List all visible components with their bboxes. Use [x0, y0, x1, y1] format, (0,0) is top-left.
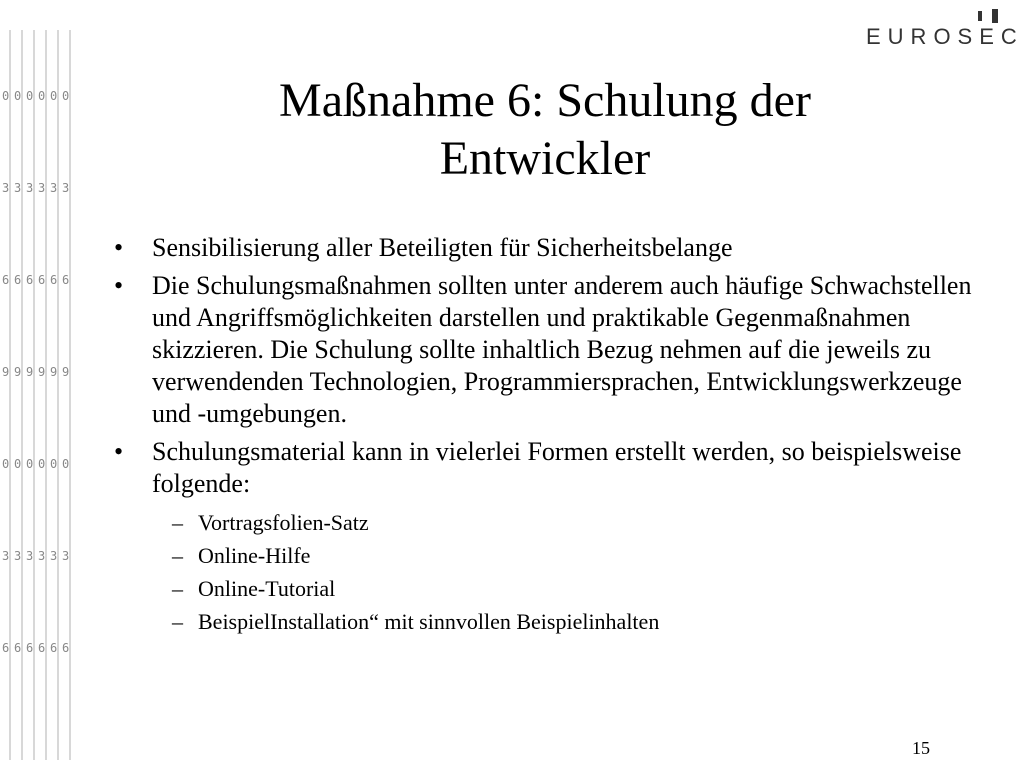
- eurosec-logo: [866, 20, 1024, 50]
- logo-mark: [992, 9, 998, 23]
- svg-text:3: 3: [62, 181, 70, 195]
- bullet-text: Die Schulungsmaßnahmen sollten unter anderem auch häufige Schwachstellen und Angriffsmöglichkeiten darstellen und praktikable Gegenmaßnahmen skizzieren. Die Schulung sollte inhaltlich Bezug nehmen auf die jeweils zu verwendenden Technologien, Programmiersprachen, Entwicklungswerkzeuge und -umgebungen.: [152, 271, 972, 428]
- svg-text:6: 6: [50, 641, 58, 655]
- svg-text:0: 0: [50, 457, 58, 471]
- bullet-marker: •: [114, 271, 124, 300]
- svg-text:0: 0: [14, 89, 22, 103]
- svg-text:6: 6: [62, 641, 70, 655]
- bullet-text: Schulungsmaterial kann in vielerlei Formen erstellt werden, so beispielsweise folgende:: [152, 437, 962, 498]
- svg-text:9: 9: [26, 365, 34, 379]
- svg-text:0: 0: [26, 89, 34, 103]
- svg-text:6: 6: [50, 273, 58, 287]
- svg-text:9: 9: [38, 365, 46, 379]
- sub-bullet-text: Online-Tutorial: [198, 576, 336, 601]
- svg-text:6: 6: [14, 641, 22, 655]
- svg-text:6: 6: [38, 641, 46, 655]
- svg-text:0: 0: [26, 457, 34, 471]
- sub-bullet-item: [110, 506, 990, 539]
- svg-text:3: 3: [38, 181, 46, 195]
- svg-text:3: 3: [14, 549, 22, 563]
- svg-text:9: 9: [2, 365, 10, 379]
- svg-text:3: 3: [62, 549, 70, 563]
- svg-text:0: 0: [14, 457, 22, 471]
- decorative-number-strip: [0, 30, 80, 760]
- title-line-2: Entwickler: [439, 132, 651, 185]
- svg-text:3: 3: [14, 181, 22, 195]
- svg-text:0: 0: [62, 89, 70, 103]
- svg-text:3: 3: [2, 181, 10, 195]
- svg-text:6: 6: [2, 641, 10, 655]
- svg-text:9: 9: [62, 365, 70, 379]
- title-line-1: Maßnahme 6: Schulung der: [279, 74, 811, 127]
- slide-title: [150, 72, 940, 188]
- sub-bullet-item: [110, 539, 990, 572]
- svg-text:0: 0: [2, 457, 10, 471]
- svg-text:0: 0: [38, 89, 46, 103]
- svg-text:3: 3: [26, 549, 34, 563]
- svg-text:0: 0: [2, 89, 10, 103]
- svg-text:9: 9: [14, 365, 22, 379]
- svg-text:3: 3: [26, 181, 34, 195]
- logo-mark: [978, 11, 982, 21]
- bullet-item: [110, 270, 990, 430]
- svg-text:6: 6: [14, 273, 22, 287]
- svg-text:0: 0: [50, 89, 58, 103]
- svg-text:6: 6: [2, 273, 10, 287]
- svg-text:3: 3: [2, 549, 10, 563]
- bullet-text: Sensibilisierung aller Beteiligten für Sicherheitsbelange: [152, 233, 733, 262]
- sub-bullet-marker: –: [172, 510, 183, 535]
- sub-bullet-marker: –: [172, 576, 183, 601]
- bullet-marker: •: [114, 233, 124, 262]
- sub-bullet-marker: –: [172, 609, 183, 634]
- sub-bullet-item: [110, 605, 990, 638]
- sub-bullet-text: Online-Hilfe: [198, 543, 311, 568]
- svg-text:6: 6: [62, 273, 70, 287]
- sub-bullet-text: BeispielInstallation“ mit sinnvollen Beispielinhalten: [198, 609, 660, 634]
- svg-text:3: 3: [50, 549, 58, 563]
- sub-bullet-marker: –: [172, 543, 183, 568]
- logo-text: EUROSEC: [866, 24, 1024, 49]
- page-number: 15: [912, 738, 930, 758]
- sub-bullet-text: Vortragsfolien-Satz: [198, 510, 369, 535]
- svg-text:6: 6: [26, 273, 34, 287]
- svg-text:3: 3: [50, 181, 58, 195]
- svg-text:6: 6: [38, 273, 46, 287]
- bullet-marker: •: [114, 437, 124, 466]
- svg-text:3: 3: [38, 549, 46, 563]
- svg-text:9: 9: [50, 365, 58, 379]
- bullet-item: [110, 436, 990, 500]
- slide-content: [110, 232, 990, 638]
- bullet-item: [110, 232, 990, 264]
- svg-text:6: 6: [26, 641, 34, 655]
- svg-text:0: 0: [62, 457, 70, 471]
- sub-bullet-item: [110, 572, 990, 605]
- svg-text:0: 0: [38, 457, 46, 471]
